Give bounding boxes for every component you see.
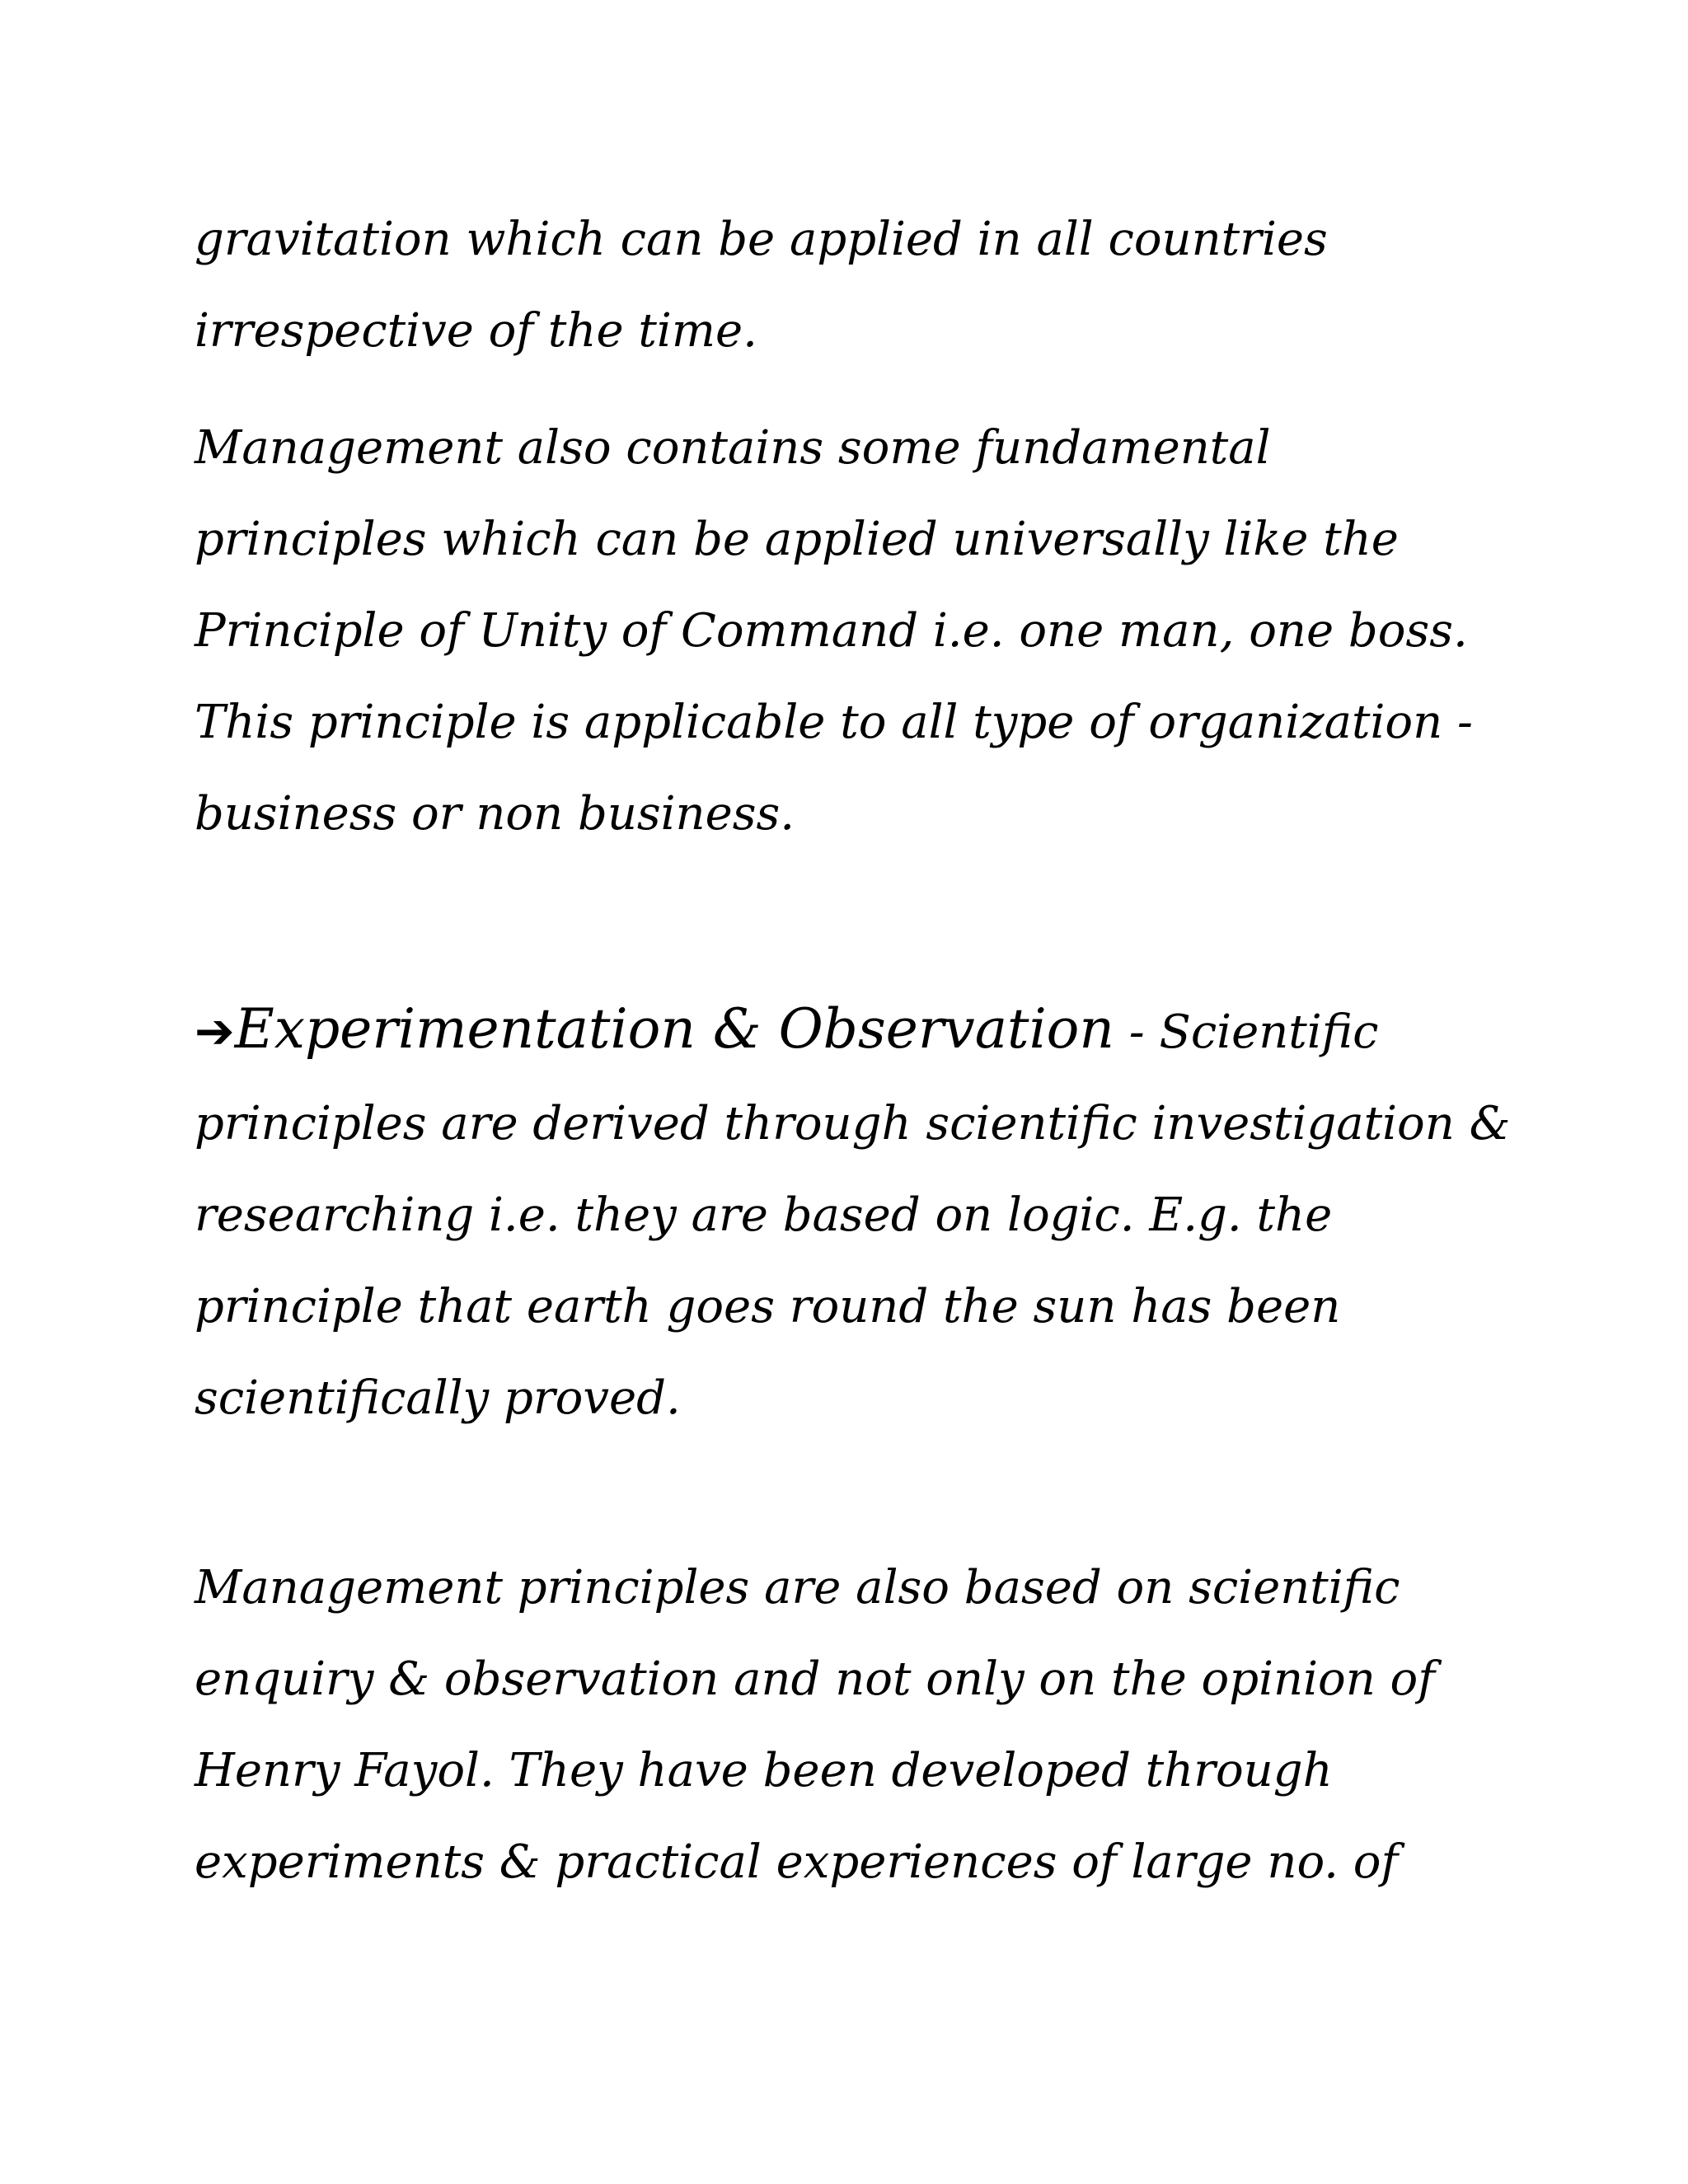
- paragraph-text: - Scientific principles are derived through scientific investigation & researching i.e. they are based on logic. E.g. the principle that earth goes round the sun has been scientifically proved.: [195, 1005, 1511, 1425]
- paragraph-gravitation: [195, 194, 1513, 377]
- paragraph-text: gravitation which can be applied in all countries irrespective of the time.: [195, 213, 1328, 358]
- paragraph-fundamental-principles: [195, 402, 1513, 860]
- paragraph-text: Management also contains some fundamental principles which can be applied universally like the Principle of Unity of Command i.e. one man, one boss. This principle is applicable to all type of organization - business or non business.: [195, 421, 1473, 841]
- paragraph-management-principles: [195, 1542, 1513, 1908]
- section-heading: Experimentation & Observation: [234, 997, 1114, 1061]
- right-arrow-icon: ➔: [195, 1003, 235, 1059]
- paragraph-experimentation: [195, 983, 1513, 1444]
- paragraph-text: Management principles are also based on scientific enquiry & observation and not only on the opinion of Henry Fayol. They have been developed through experiments & practical experiences of large no. of: [195, 1561, 1435, 1889]
